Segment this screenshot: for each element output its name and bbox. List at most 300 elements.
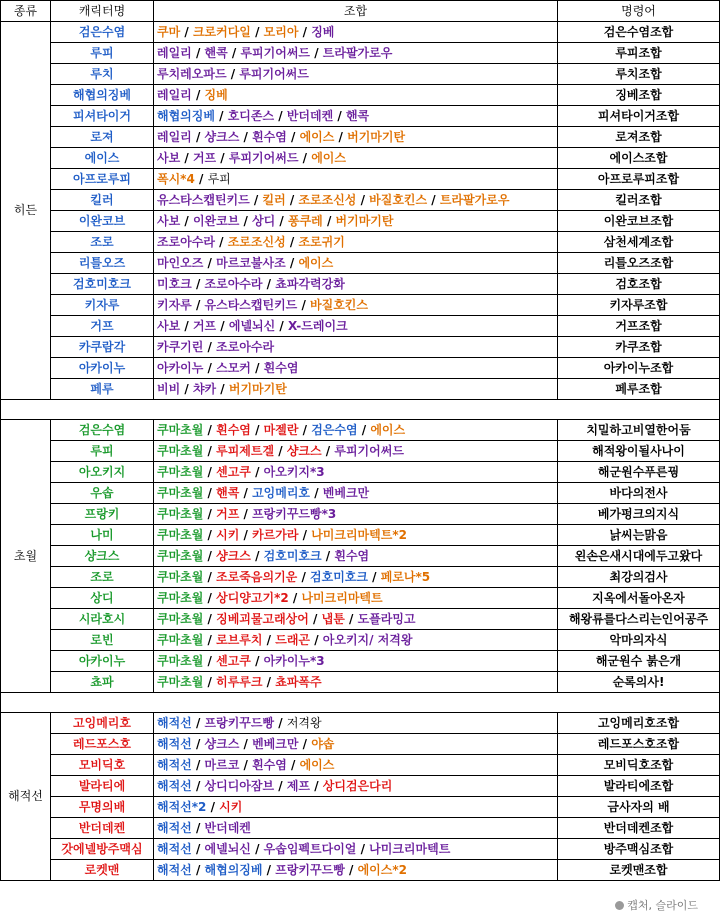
combo-ingredient: 흰수염 <box>216 422 251 437</box>
command-cell: 낡씨는맑음 <box>558 525 720 546</box>
table-row <box>1 734 720 755</box>
command-cell: 이완코브조합 <box>558 211 720 232</box>
combination-cell <box>154 755 558 776</box>
combination-cell <box>154 316 558 337</box>
separator: / <box>285 255 299 270</box>
combo-ingredient: 프랑키꾸드빵 <box>275 862 345 877</box>
combo-ingredient: 센고쿠 <box>216 653 251 668</box>
combo-ingredient: 센고쿠 <box>216 464 251 479</box>
combo-ingredient: 챠카 <box>192 381 217 396</box>
combo-ingredient: 조로조신성 <box>298 192 357 207</box>
combo-ingredient: 반더데켄 <box>204 820 251 835</box>
separator: / <box>310 778 323 793</box>
table-row <box>1 190 720 211</box>
table-row <box>1 672 720 693</box>
combination-cell <box>154 43 558 64</box>
character-name-cell: 고잉메리호 <box>51 713 154 734</box>
separator: / <box>203 339 217 354</box>
separator: / <box>191 715 205 730</box>
command-cell: 검호조합 <box>558 274 720 295</box>
combo-ingredient: 조로아수라 <box>216 339 275 354</box>
separator: / <box>285 234 299 249</box>
command-cell: 순록의사! <box>558 672 720 693</box>
character-name-cell: 상디 <box>51 588 154 609</box>
combination-cell <box>154 211 558 232</box>
separator: / <box>334 129 348 144</box>
table-body <box>1 22 720 881</box>
combo-ingredient: 반더데켄 <box>286 108 334 123</box>
table-row <box>1 776 720 797</box>
command-cell: 악마의자식 <box>558 630 720 651</box>
table-row <box>1 43 720 64</box>
separator: / <box>203 464 217 479</box>
table-row <box>1 839 720 860</box>
command-cell: 금사자의 배 <box>558 797 720 818</box>
combo-ingredient: 쿠마초월 <box>157 506 204 521</box>
combo-ingredient: 조로죽음의기운 <box>216 569 298 584</box>
combo-ingredient: 쿠마초월 <box>157 422 204 437</box>
separator: / <box>239 485 253 500</box>
command-cell: 징베조합 <box>558 85 720 106</box>
separator: / <box>203 548 217 563</box>
combination-cell <box>154 839 558 860</box>
character-name-cell: 쵸파 <box>51 672 154 693</box>
separator: / <box>239 213 253 228</box>
combination-cell <box>154 630 558 651</box>
character-name-cell: 프랑키 <box>51 504 154 525</box>
separator: / <box>286 129 300 144</box>
separator: / <box>216 318 229 333</box>
separator: / <box>286 757 300 772</box>
watermark <box>611 896 702 914</box>
command-cell: 방주맥심조합 <box>558 839 720 860</box>
separator: / <box>368 569 381 584</box>
combo-ingredient: 해협의징베 <box>204 862 263 877</box>
combo-ingredient: 폭시*4 <box>157 171 195 186</box>
combo-ingredient: 킬러 <box>262 192 286 207</box>
table-row <box>1 106 720 127</box>
separator: / <box>180 24 193 39</box>
command-cell: 해왕류를다스리는인어공주 <box>558 609 720 630</box>
separator: / <box>203 255 217 270</box>
combo-ingredient: 마인오즈 <box>157 255 204 270</box>
command-cell: 피셔타이거조합 <box>558 106 720 127</box>
combo-ingredient: 저격왕 <box>286 715 322 730</box>
command-cell: 베가펑크의지식 <box>558 504 720 525</box>
separator: / <box>180 213 193 228</box>
combo-ingredient: 해적선 <box>157 778 192 793</box>
combo-ingredient: 상디 <box>252 213 276 228</box>
separator: / <box>275 318 288 333</box>
separator: / <box>298 24 312 39</box>
combo-ingredient: 에이스 <box>311 150 346 165</box>
table-row <box>1 588 720 609</box>
character-name-cell: 아프로루피 <box>51 169 154 190</box>
combo-ingredient: 핸콕 <box>345 108 370 123</box>
combination-cell <box>154 818 558 839</box>
combo-ingredient: 마르코불사조 <box>216 255 286 270</box>
command-cell: 킬러조합 <box>558 190 720 211</box>
table-row <box>1 22 720 43</box>
table-row <box>1 755 720 776</box>
section-gap-row <box>1 693 720 713</box>
combo-ingredient: 해협의징베 <box>157 108 215 123</box>
character-name-cell: 루피 <box>51 43 154 64</box>
section-gap-row <box>1 400 720 420</box>
combo-ingredient: 쿠마 <box>157 24 181 39</box>
character-name-cell: 로져 <box>51 127 154 148</box>
combination-cell <box>154 169 558 190</box>
combo-ingredient: 검호미호크 <box>263 548 322 563</box>
command-cell: 레드포스호조합 <box>558 734 720 755</box>
combo-ingredient: 시키 <box>216 527 240 542</box>
combo-ingredient: 페로나*5 <box>380 569 431 584</box>
table-row <box>1 420 720 441</box>
combination-cell <box>154 274 558 295</box>
combo-ingredient: 쿠마초월 <box>157 653 204 668</box>
combo-ingredient: 징베 <box>311 24 335 39</box>
combination-cell <box>154 567 558 588</box>
combo-ingredient: 흰수염 <box>263 360 299 375</box>
separator: / <box>203 611 217 626</box>
separator: / <box>191 736 205 751</box>
separator: / <box>203 590 217 605</box>
command-cell: 고잉메리호조합 <box>558 713 720 734</box>
command-cell: 루피조합 <box>558 43 720 64</box>
separator: / <box>321 548 335 563</box>
table-row <box>1 630 720 651</box>
combo-ingredient: 쿠마초월 <box>157 485 204 500</box>
separator: / <box>262 276 276 291</box>
separator: / <box>203 360 217 375</box>
combo-ingredient: 카쿠기린 <box>157 339 204 354</box>
combination-cell <box>154 860 558 881</box>
combo-ingredient: 마르코 <box>204 757 240 772</box>
separator: / <box>250 548 264 563</box>
command-cell: 아프로루피조합 <box>558 169 720 190</box>
character-name-cell: 아카이누 <box>51 358 154 379</box>
combo-ingredient: 이완코브 <box>192 213 240 228</box>
combo-ingredient: 징베괴물고래상어 <box>216 611 309 626</box>
separator: / <box>216 381 229 396</box>
character-name-cell: 무명의배 <box>51 797 154 818</box>
combo-ingredient: 상디디아잠브 <box>204 778 275 793</box>
separator: / <box>250 24 264 39</box>
combination-cell <box>154 106 558 127</box>
combo-ingredient: 쿠마초월 <box>157 464 204 479</box>
character-name-cell: 이완코브 <box>51 211 154 232</box>
combo-ingredient: 거프 <box>192 318 217 333</box>
combo-ingredient: 비비 <box>157 381 181 396</box>
combo-ingredient: 해적선 <box>157 820 192 835</box>
character-name-cell: 검은수염 <box>51 22 154 43</box>
combination-cell <box>154 358 558 379</box>
combo-ingredient: 에이스 <box>298 255 334 270</box>
combo-ingredient: 루피기어써드 <box>334 443 404 458</box>
separator: / <box>203 632 217 647</box>
command-cell: 거프조합 <box>558 316 720 337</box>
separator: / <box>321 443 335 458</box>
combo-ingredient: 핸콕 <box>216 485 240 500</box>
combo-ingredient: 사보 <box>157 213 181 228</box>
combo-ingredient: 호디존스 <box>227 108 275 123</box>
combo-ingredient: 검은수염 <box>311 422 358 437</box>
separator: / <box>216 150 229 165</box>
table-row <box>1 860 720 881</box>
combo-ingredient: 루피 <box>207 171 231 186</box>
separator: / <box>322 213 336 228</box>
separator: / <box>262 862 276 877</box>
combo-ingredient: 고잉메리호 <box>252 485 311 500</box>
category-cell: 히든 <box>1 22 51 400</box>
combo-ingredient: 도플라밍고 <box>357 611 416 626</box>
header-row <box>1 1 720 22</box>
separator: / <box>250 360 264 375</box>
combo-ingredient: 우솝임펙트다이얼 <box>263 841 357 856</box>
separator: / <box>285 192 299 207</box>
combo-ingredient: 나미크리마텍트*2 <box>311 527 407 542</box>
separator: / <box>191 778 205 793</box>
combo-ingredient: 히루루크 <box>216 674 263 689</box>
combo-ingredient: 쿠마초월 <box>157 611 204 626</box>
separator: / <box>203 674 217 689</box>
separator: / <box>274 778 287 793</box>
character-name-cell: 피셔타이거 <box>51 106 154 127</box>
combination-cell <box>154 588 558 609</box>
separator: / <box>356 841 370 856</box>
combination-cell <box>154 420 558 441</box>
combo-ingredient: 에이스 <box>370 422 406 437</box>
combo-ingredient: 해적선 <box>157 715 192 730</box>
separator: / <box>333 108 346 123</box>
combo-ingredient: 흰수염 <box>334 548 370 563</box>
combo-ingredient: 프랑키꾸드빵*3 <box>252 506 337 521</box>
separator: / <box>298 422 312 437</box>
table-row <box>1 127 720 148</box>
command-cell: 바다의전사 <box>558 483 720 504</box>
separator: / <box>274 715 287 730</box>
separator: / <box>214 234 228 249</box>
command-cell: 리틀오즈조합 <box>558 253 720 274</box>
separator: / <box>344 611 358 626</box>
combo-ingredient: 핸콕 <box>204 45 228 60</box>
combo-ingredient: 에이스*2 <box>357 862 407 877</box>
combo-ingredient: 나미크리마텍트 <box>301 590 383 605</box>
combo-ingredient: 조로아수라 <box>157 234 215 249</box>
combo-ingredient: 루피기어써드 <box>228 150 299 165</box>
separator: / <box>250 841 264 856</box>
separator: / <box>203 443 217 458</box>
combo-ingredient: 에넬뇌신 <box>228 318 276 333</box>
character-name-cell: 검은수염 <box>51 420 154 441</box>
separator: / <box>310 485 323 500</box>
combo-ingredient: 모리아 <box>263 24 299 39</box>
table-row <box>1 441 720 462</box>
combo-ingredient: 해적선*2 <box>157 799 207 814</box>
separator: / <box>275 213 288 228</box>
separator: / <box>297 569 311 584</box>
character-name-cell: 거프 <box>51 316 154 337</box>
character-name-cell: 갓에넬방주맥심 <box>51 839 154 860</box>
separator: / <box>250 653 264 668</box>
watermark-text: 캡처, 슬라이드 <box>627 899 698 912</box>
character-name-cell: 루치 <box>51 64 154 85</box>
combination-cell <box>154 295 558 316</box>
separator: / <box>250 464 264 479</box>
separator: / <box>239 506 253 521</box>
separator: / <box>262 674 276 689</box>
combo-ingredient: 마젤란 <box>263 422 299 437</box>
separator: / <box>344 862 358 877</box>
separator: / <box>203 506 217 521</box>
separator: / <box>191 129 205 144</box>
combo-ingredient: 루피기어써드 <box>240 45 311 60</box>
table-row <box>1 337 720 358</box>
combination-cell <box>154 713 558 734</box>
separator: / <box>298 150 312 165</box>
combo-ingredient: X-드레이크 <box>288 318 348 333</box>
combo-ingredient: 레일리 <box>157 129 192 144</box>
command-cell: 로켓맨조합 <box>558 860 720 881</box>
separator: / <box>191 841 205 856</box>
separator: / <box>203 527 217 542</box>
combo-ingredient: 루피제트겔 <box>216 443 275 458</box>
combo-ingredient: 에이스 <box>299 757 335 772</box>
combo-ingredient: 드래곤 <box>275 632 311 647</box>
command-cell: 반더데켄조합 <box>558 818 720 839</box>
combo-ingredient: 해적선 <box>157 862 192 877</box>
command-cell: 해군원수푸른꿩 <box>558 462 720 483</box>
combo-ingredient: 쿠마초월 <box>157 548 204 563</box>
combo-ingredient: 냅툰 <box>321 611 345 626</box>
character-name-cell: 루피 <box>51 441 154 462</box>
separator: / <box>191 862 205 877</box>
combo-ingredient: 해적선 <box>157 757 192 772</box>
combo-ingredient: 쵸파폭주 <box>275 674 322 689</box>
character-name-cell: 조로 <box>51 567 154 588</box>
separator: / <box>274 443 287 458</box>
combo-ingredient: 제프 <box>286 778 311 793</box>
command-cell: 치밀하고비열한어둠 <box>558 420 720 441</box>
header-combination: 조합 <box>154 1 558 22</box>
combo-ingredient: 거프 <box>192 150 217 165</box>
separator: / <box>310 632 323 647</box>
section-gap-cell <box>1 400 720 420</box>
command-cell: 루치조합 <box>558 64 720 85</box>
combo-ingredient: 미호크 <box>157 276 192 291</box>
combination-cell <box>154 462 558 483</box>
combo-ingredient: 아오키지/ 저격왕 <box>322 632 413 647</box>
combination-cell <box>154 337 558 358</box>
character-name-cell: 샹크스 <box>51 546 154 567</box>
separator: / <box>357 422 371 437</box>
table-row <box>1 169 720 190</box>
combo-ingredient: 벤베크만 <box>322 485 370 500</box>
combo-ingredient: 징베 <box>204 87 228 102</box>
combo-ingredient: 거프 <box>216 506 240 521</box>
separator: / <box>191 297 205 312</box>
combo-ingredient: 해적선 <box>157 841 192 856</box>
category-cell: 해적선 <box>1 713 51 881</box>
combo-ingredient: 쿠마초월 <box>157 632 204 647</box>
combination-cell <box>154 64 558 85</box>
table-row <box>1 483 720 504</box>
table-row <box>1 651 720 672</box>
command-cell: 키자루조합 <box>558 295 720 316</box>
combo-ingredient: 사보 <box>157 318 181 333</box>
character-name-cell: 카쿠람각 <box>51 337 154 358</box>
combo-ingredient: 흰수염 <box>252 757 287 772</box>
character-name-cell: 우솝 <box>51 483 154 504</box>
combo-ingredient: 샹크스 <box>204 736 240 751</box>
table-row <box>1 64 720 85</box>
separator: / <box>194 171 208 186</box>
combo-ingredient: 키자루 <box>157 297 192 312</box>
combination-cell <box>154 148 558 169</box>
separator: / <box>180 318 193 333</box>
combo-ingredient: 로브루치 <box>216 632 263 647</box>
separator: / <box>298 527 312 542</box>
table-row <box>1 379 720 400</box>
table-row <box>1 295 720 316</box>
table-row <box>1 253 720 274</box>
combination-cell <box>154 776 558 797</box>
header-character: 캐릭터명 <box>51 1 154 22</box>
separator: / <box>226 66 240 81</box>
combo-ingredient: 버기마기탄 <box>335 213 394 228</box>
separator: / <box>203 653 217 668</box>
combination-cell <box>154 127 558 148</box>
combination-cell <box>154 672 558 693</box>
separator: / <box>288 590 302 605</box>
combo-ingredient: 조로아수라 <box>204 276 263 291</box>
command-cell: 에이스조합 <box>558 148 720 169</box>
separator: / <box>310 45 323 60</box>
character-name-cell: 발라티에 <box>51 776 154 797</box>
command-cell: 지옥에서돌아온자 <box>558 588 720 609</box>
combo-ingredient: 퐁쿠레 <box>288 213 323 228</box>
combo-ingredient: 조로조신성 <box>227 234 286 249</box>
table-row <box>1 797 720 818</box>
command-cell: 최강의검사 <box>558 567 720 588</box>
separator: / <box>427 192 440 207</box>
combo-ingredient: 스모커 <box>216 360 251 375</box>
combination-cell <box>154 546 558 567</box>
separator: / <box>191 757 205 772</box>
character-name-cell: 검호미호크 <box>51 274 154 295</box>
table-row <box>1 818 720 839</box>
separator: / <box>214 108 228 123</box>
character-name-cell: 나미 <box>51 525 154 546</box>
separator: / <box>191 87 205 102</box>
character-name-cell: 키자루 <box>51 295 154 316</box>
combo-ingredient: 버기마기탄 <box>228 381 287 396</box>
combo-ingredient: 흰수염 <box>252 129 287 144</box>
combo-ingredient: 야솝 <box>311 736 335 751</box>
table-row <box>1 504 720 525</box>
combo-ingredient: 루피기어써드 <box>239 66 309 81</box>
combination-cell <box>154 504 558 525</box>
command-cell: 왼손은새시대에두고왔다 <box>558 546 720 567</box>
table-row <box>1 85 720 106</box>
combo-ingredient: 사보 <box>157 150 181 165</box>
character-name-cell: 킬러 <box>51 190 154 211</box>
separator: / <box>262 632 276 647</box>
combination-cell <box>154 734 558 755</box>
combo-ingredient: 쿠마초월 <box>157 569 204 584</box>
combo-ingredient: 샹크스 <box>286 443 322 458</box>
combo-ingredient: 아카이누*3 <box>263 653 325 668</box>
